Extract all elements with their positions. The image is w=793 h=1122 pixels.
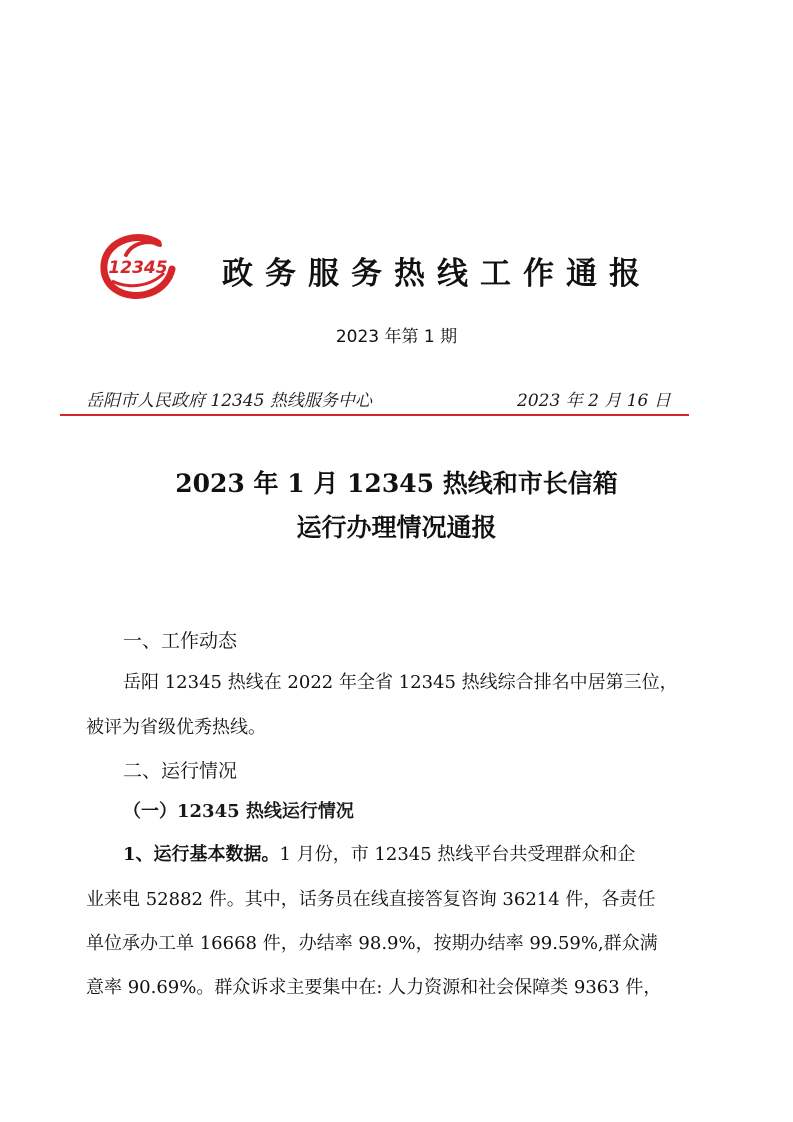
hotline-logo-icon xyxy=(98,233,180,301)
issue-date: 2023 年 2 月 16 日 xyxy=(517,391,671,411)
header-red-rule xyxy=(60,414,689,416)
paragraph-line: 岳阳 12345 热线在 2022 年全省 12345 热线综合排名中居第三位， xyxy=(123,672,678,693)
paragraph-line: 业来电 52882 件。其中，话务员在线直接答复咨询 36214 件，各责任 xyxy=(86,889,656,910)
issue-number: 2023 年第 1 期 xyxy=(335,327,458,347)
issuing-organization: 岳阳市人民政府 12345 热线服务中心 xyxy=(86,391,372,411)
section-heading-operations: 二、运行情况 xyxy=(123,760,238,782)
item-text: 1 月份，市 12345 热线平台共受理群众和企 xyxy=(279,844,636,865)
section-heading-work-updates: 一、工作动态 xyxy=(123,630,238,652)
hotline-logo xyxy=(98,233,180,301)
subsection-heading-hotline: （一）12345 热线运行情况 xyxy=(123,801,354,822)
paragraph-line: 被评为省级优秀热线。 xyxy=(86,717,266,738)
paragraph-line: 意率 90.69%。群众诉求主要集中在: 人力资源和社会保障类 9363 件， xyxy=(86,977,662,998)
paragraph-line xyxy=(123,840,635,866)
logo-text: 12345 xyxy=(108,258,168,278)
document-title-line-2: 运行办理情况通报 xyxy=(296,513,497,542)
paragraph-line: 单位承办工单 16668 件，办结率 98.9%，按期办结率 99.59%,群众满 xyxy=(86,933,658,954)
item-lead-basic-data: 1、运行基本数据。 xyxy=(123,844,280,865)
masthead-title: 政务服务热线工作通报 xyxy=(222,256,652,292)
document-title-line-1: 2023 年 1 月 12345 热线和市长信箱 xyxy=(175,469,618,498)
